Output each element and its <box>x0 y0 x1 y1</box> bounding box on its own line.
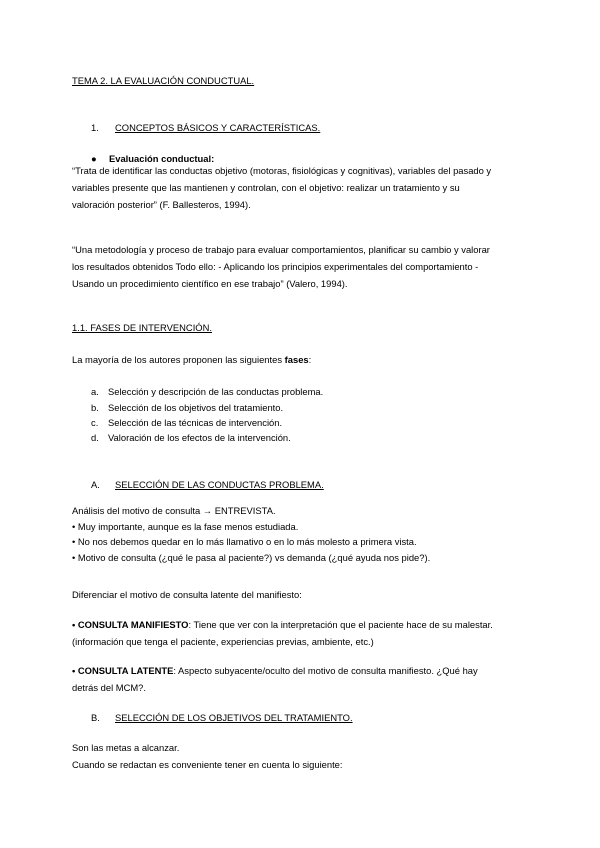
list-item-text: Valoración de los efectos de la intervención. <box>108 432 291 443</box>
latente-text: : Aspecto subyacente/oculto del motivo de consulta manifiesto. ¿Qué hay <box>173 665 478 676</box>
list-item-text: Selección de las técnicas de intervención. <box>108 417 283 428</box>
section-a-line: • Motivo de consulta (¿qué le pasa al paciente?) vs demanda (¿qué ayuda nos pide?). <box>72 551 431 563</box>
section-b-heading <box>91 712 353 724</box>
section-a-line: Análisis del motivo de consulta → ENTREVISTA. <box>72 505 276 516</box>
eval-quote-2 <box>72 242 542 292</box>
intro-text: La mayoría de los autores proponen las siguientes <box>72 354 285 365</box>
section-b-label: B. <box>91 712 100 723</box>
list-item-label: a. <box>91 386 99 397</box>
list-item-text: Selección y descripción de las conductas problema. <box>108 386 324 397</box>
manifiesto-line-2: (información que tenga el paciente, experiencias previas, ambiente, etc.) <box>72 635 374 647</box>
manifiesto-text: : Tiene que ver con la interpretación que el paciente hace de su malestar. <box>188 619 493 630</box>
quote-2-line: los resultados obtenidos Todo ello: - Aplicando los principios experimentales del comportamiento - <box>72 260 479 272</box>
section-b-title: SELECCIÓN DE LOS OBJETIVOS DEL TRATAMIENTO. <box>115 712 353 723</box>
section-a-heading <box>91 479 324 491</box>
section-b-line: Cuando se redactan es conveniente tener en cuenta lo siguiente: <box>72 758 343 770</box>
latente-line-2: detrás del MCM?. <box>72 681 146 693</box>
list-item-text: Selección de los objetivos del tratamiento. <box>108 402 284 413</box>
quote-2-line: Usando un procedimiento científico en ese trabajo” (Valero, 1994). <box>72 277 348 289</box>
intro-fases: fases <box>284 354 309 365</box>
section-1-heading <box>91 122 320 134</box>
diff-text: Diferenciar el motivo de consulta latente del manifiesto: <box>72 589 302 600</box>
quote-1-line: “Trata de identificar las conductas objetivo (motoras, fisiológicas y cognitivas), variables del pasado y <box>72 165 492 176</box>
quote-1-line: variables presente que las mantienen y controlan, con el objetivo: realizar un tratamiento y su <box>72 181 460 193</box>
quote-2-line: “Una metodología y proceso de trabajo para evaluar comportamientos, planificar su cambio y valorar <box>72 244 490 255</box>
list-item <box>91 402 283 414</box>
section-1-1-title: 1.1. FASES DE INTERVENCIÓN. <box>72 322 212 333</box>
list-item-label: c. <box>91 417 99 428</box>
intro-colon: : <box>308 354 312 365</box>
list-item <box>91 432 291 444</box>
bullet-icon: ● <box>91 153 97 164</box>
list-item <box>91 417 282 429</box>
list-item-label: b. <box>91 402 99 413</box>
consulta-latente <box>72 663 542 697</box>
section-a-line: • No nos debemos quedar en lo más llamativo o en lo más molesto a primera vista. <box>72 536 417 548</box>
latente-label: • CONSULTA LATENTE <box>72 665 174 676</box>
eval-quote-1 <box>72 163 542 213</box>
manifiesto-label: • CONSULTA MANIFIESTO <box>72 619 189 630</box>
section-1-number: 1. <box>91 122 99 133</box>
list-item-label: d. <box>91 432 99 443</box>
list-item <box>91 386 323 398</box>
section-1-1-intro <box>72 354 311 366</box>
section-a-line: • Muy importante, aunque es la fase menos estudiada. <box>72 520 299 532</box>
section-a-label: A. <box>91 479 100 490</box>
section-a-points <box>72 503 542 565</box>
consulta-manifiesto <box>72 617 542 651</box>
eval-heading-text: Evaluación conductual: <box>109 153 215 164</box>
quote-1-line: valoración posterior” (F. Ballesteros, 1994). <box>72 198 251 210</box>
section-b-line: Son las metas a alcanzar. <box>72 742 180 753</box>
section-1-title: CONCEPTOS BÁSICOS Y CARACTERÍSTICAS. <box>115 122 321 133</box>
section-b-text <box>72 740 542 774</box>
document-title: TEMA 2. LA EVALUACIÓN CONDUCTUAL. <box>72 75 255 86</box>
section-a-title: SELECCIÓN DE LAS CONDUCTAS PROBLEMA. <box>115 479 324 490</box>
